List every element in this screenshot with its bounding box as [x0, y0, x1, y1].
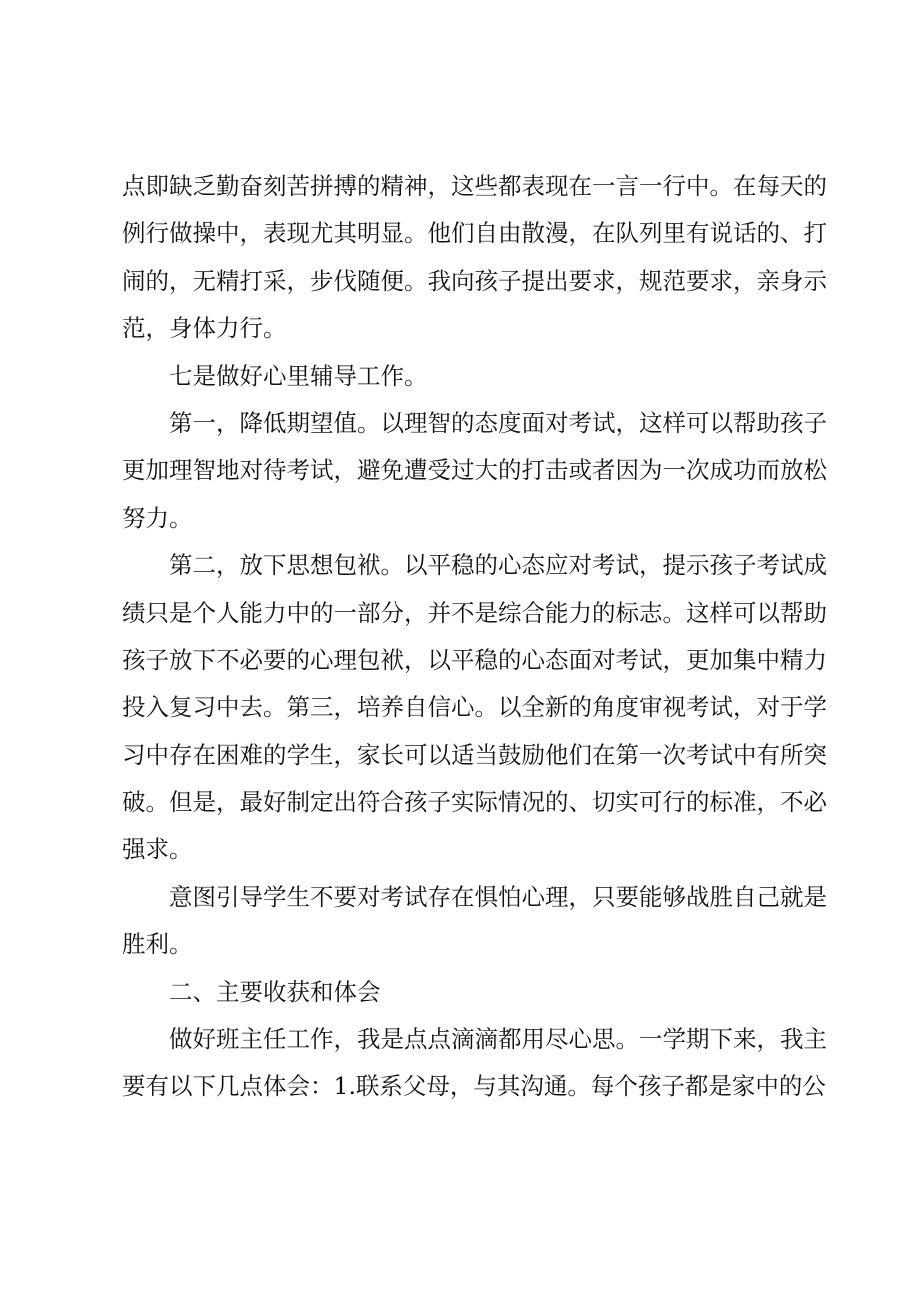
section-heading-line-18: 二、主要收获和体会: [169, 977, 381, 1006]
text-line-15: 强求。: [122, 835, 193, 864]
text-line-4: 范，身体力行。: [122, 314, 287, 343]
text-line-6: 第一，降低期望值。以理智的态度面对考试，这样可以帮助孩子: [169, 408, 827, 437]
document-body: [122, 166, 827, 1114]
text-line-16: 意图引导学生不要对考试存在惧怕心理，只要能够战胜自己就是: [169, 882, 827, 911]
section-heading-line-5: 七是做好心里辅导工作。: [169, 361, 428, 390]
text-line-13: 习中存在困难的学生，家长可以适当鼓励他们在第一次考试中有所突: [122, 740, 827, 769]
text-line-12: 投入复习中去。第三，培养自信心。以全新的角度审视考试，对于学: [122, 693, 827, 722]
text-line-2: 例行做操中，表现尤其明显。他们自由散漫，在队列里有说话的、打: [122, 219, 827, 248]
text-line-8: 努力。: [122, 503, 193, 532]
text-line-11: 孩子放下不必要的心理包袱，以平稳的心态面对考试，更加集中精力: [122, 645, 827, 674]
text-line-19: 做好班主任工作，我是点点滴滴都用尽心思。一学期下来，我主: [169, 1025, 827, 1054]
text-line-1: 点即缺乏勤奋刻苦拼搏的精神，这些都表现在一言一行中。在每天的: [122, 172, 827, 200]
text-line-10: 绩只是个人能力中的一部分，并不是综合能力的标志。这样可以帮助: [122, 598, 827, 627]
text-line-17: 胜利。: [122, 930, 193, 959]
text-line-14: 破。但是，最好制定出符合孩子实际情况的、切实可行的标准，不必: [122, 788, 827, 817]
text-line-3: 闹的，无精打采，步伐随便。我向孩子提出要求，规范要求，亲身示: [122, 266, 827, 295]
text-line-7: 更加理智地对待考试，避免遭受过大的打击或者因为一次成功而放松: [122, 456, 827, 485]
text-line-9: 第二，放下思想包袱。以平稳的心态应对考试，提示孩子考试成: [169, 551, 827, 580]
text-line-20: 要有以下几点体会：1.联系父母，与其沟通。每个孩子都是家中的公: [122, 1072, 826, 1101]
